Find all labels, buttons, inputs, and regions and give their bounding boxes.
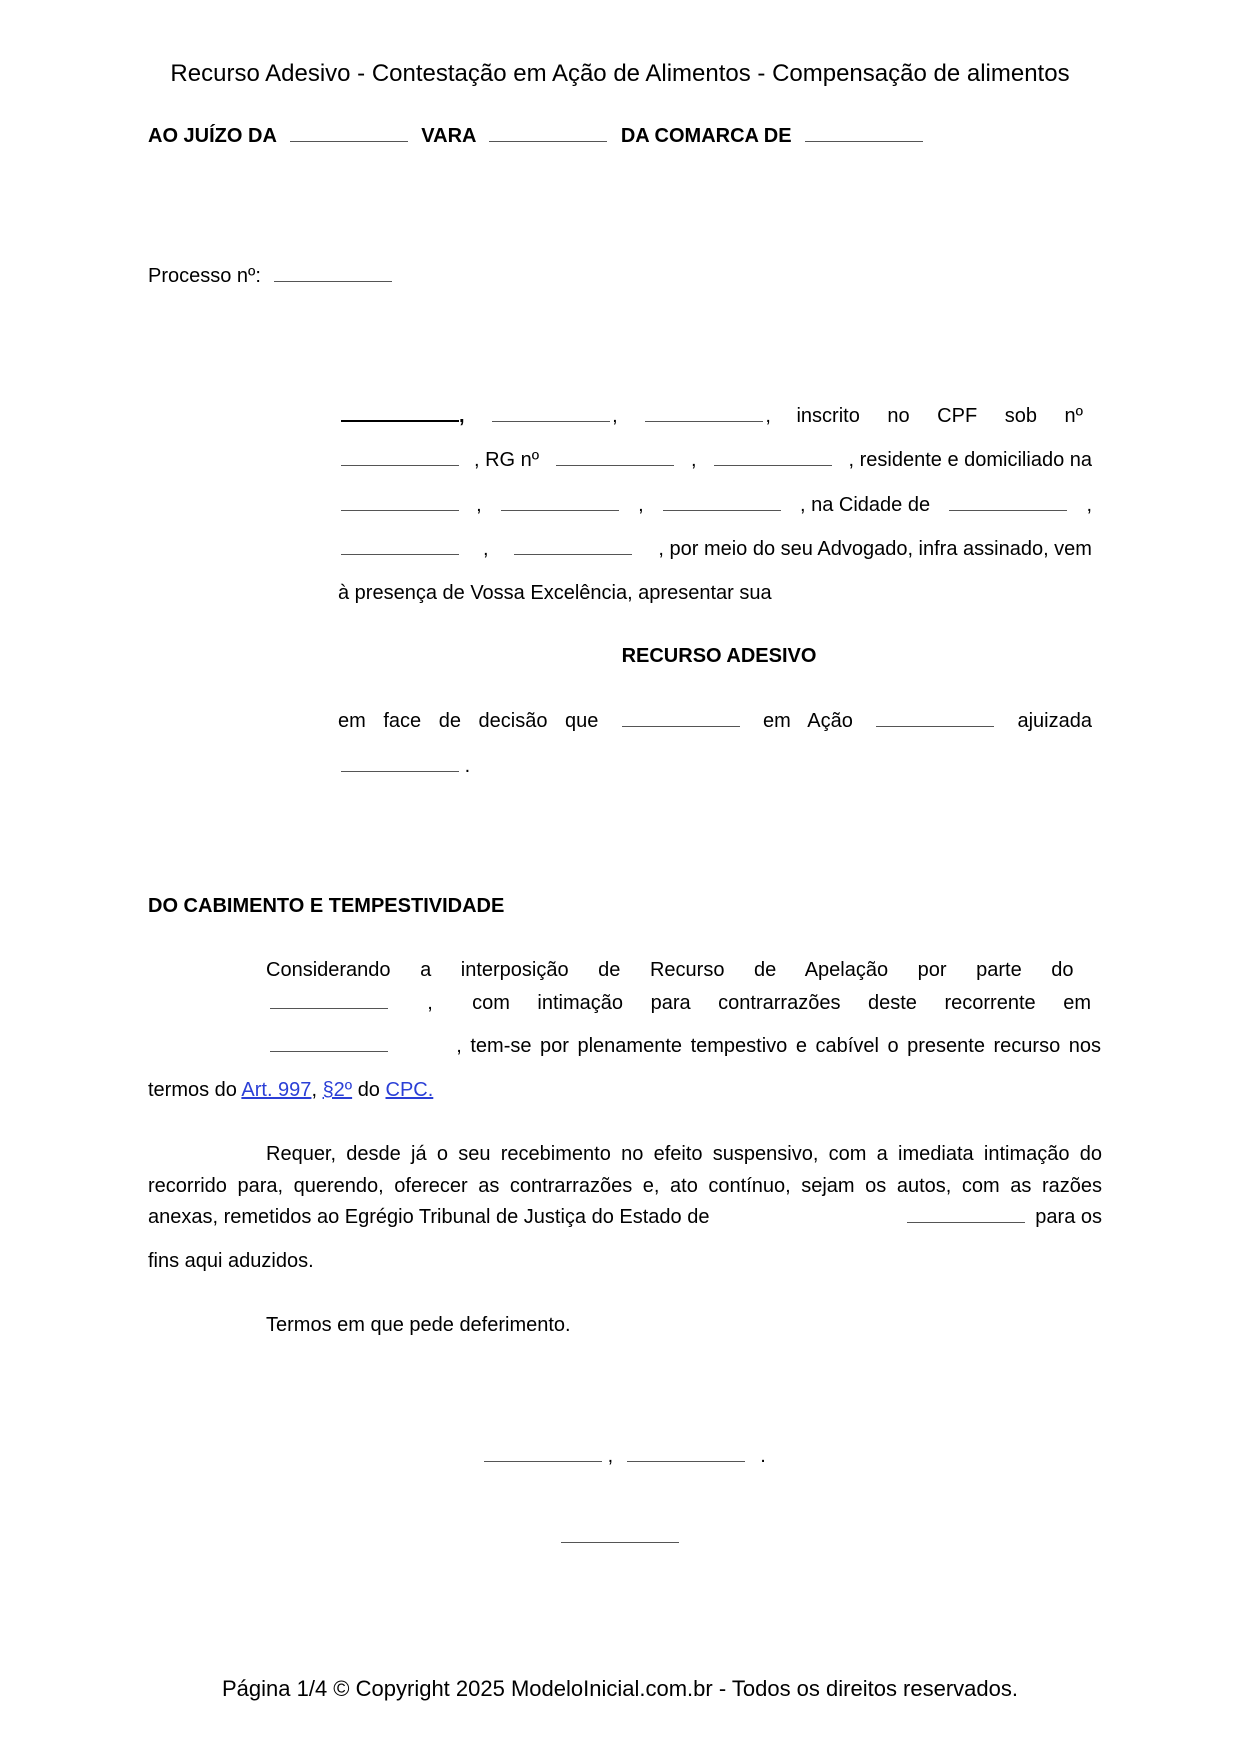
blank-field-signature[interactable] <box>561 1541 679 1543</box>
period: . <box>760 1445 766 1467</box>
blank-field-state[interactable] <box>341 553 459 555</box>
cabimento-line-1 <box>266 960 1091 980</box>
date-place-line <box>484 1446 766 1466</box>
rg-label: , RG nº <box>473 449 540 471</box>
requer-line-1: Requer, desde já o seu recebimento no efeito suspensivo, com a imediata intimação do <box>266 1143 1102 1165</box>
process-label: Processo nº: <box>148 265 261 287</box>
cabimento-text-1: Considerando a interposição de Recurso de Apelação por parte do <box>266 959 1074 981</box>
comma: , <box>691 449 697 471</box>
link-art-997[interactable]: Art. 997 <box>241 1079 312 1101</box>
process-number-line <box>148 266 394 286</box>
requer-text-3: anexas, remetidos ao Egrégio Tribunal de Justiça do Estado de <box>148 1206 710 1228</box>
court-address-line <box>148 126 931 146</box>
face-line-2 <box>341 756 470 776</box>
blank-field-filed-by[interactable] <box>341 770 459 772</box>
blank-field-number[interactable] <box>501 509 619 511</box>
city-label: , na Cidade de <box>799 494 931 516</box>
cabimento-line-3 <box>270 1036 1101 1056</box>
comma: , <box>607 1445 614 1467</box>
comma: , <box>765 405 771 427</box>
closing-text: Termos em que pede deferimento. <box>266 1314 571 1336</box>
blank-field-vara[interactable] <box>489 140 607 142</box>
cabimento-line-4 <box>148 1080 433 1100</box>
qualification-line-4 <box>341 539 1092 559</box>
blank-field-court[interactable] <box>290 140 408 142</box>
blank-field-nationality[interactable] <box>492 420 610 422</box>
attorney-text: , por meio do seu Advogado, infra assinado, vem <box>658 538 1092 560</box>
face-text-3: ajuizada <box>1017 710 1092 732</box>
comma: , <box>476 494 482 516</box>
blank-field-neighborhood[interactable] <box>663 509 781 511</box>
blank-field-process-number[interactable] <box>274 280 392 282</box>
face-line <box>338 711 1092 731</box>
blank-field-rg-issuer[interactable] <box>714 464 832 466</box>
blank-field-date[interactable] <box>627 1460 745 1462</box>
requer-line-3 <box>148 1207 1102 1227</box>
court-comarca: DA COMARCA DE <box>620 125 792 147</box>
qualification-text-cpf: inscrito no CPF sob nº <box>796 405 1083 427</box>
blank-field-street[interactable] <box>341 509 459 511</box>
qualification-line-5: à presença de Vossa Excelência, apresentar sua <box>338 582 772 604</box>
recurso-title: RECURSO ADESIVO <box>621 645 817 667</box>
face-text-1: em face de decisão que <box>338 710 599 732</box>
legal-basis-text: termos do <box>148 1079 237 1101</box>
blank-field-intimation-date[interactable] <box>270 1050 388 1052</box>
comma: , <box>311 1079 317 1101</box>
comma: , <box>1086 494 1092 516</box>
signature-line <box>561 1527 679 1547</box>
comma: , <box>427 992 433 1014</box>
blank-field-rg[interactable] <box>556 464 674 466</box>
blank-field-comarca[interactable] <box>805 140 923 142</box>
blank-field-place[interactable] <box>484 1460 602 1462</box>
link-cpc[interactable]: CPC. <box>385 1079 434 1101</box>
blank-field-name[interactable] <box>341 419 459 422</box>
requer-text-3-end: para os <box>1035 1206 1102 1228</box>
comma: , <box>482 538 489 560</box>
section-title: DO CABIMENTO E TEMPESTIVIDADE <box>148 895 505 917</box>
qualification-line-3 <box>341 495 1092 515</box>
comma: , <box>612 405 618 427</box>
do-text: do <box>357 1079 380 1101</box>
requer-line-2: recorrido para, querendo, oferecer as contrarrazões e, ato contínuo, sejam os autos, com as razões <box>148 1175 1102 1197</box>
face-text-2: em Ação <box>763 710 853 732</box>
comma: , <box>459 405 465 427</box>
residence-text: , residente e domiciliado na <box>848 449 1092 471</box>
blank-field-zip[interactable] <box>514 553 632 555</box>
cabimento-line-2 <box>270 993 1091 1013</box>
link-paragraph-2[interactable]: §2º <box>322 1079 353 1101</box>
page-footer: Página 1/4 © Copyright 2025 ModeloInicial.com.br - Todos os direitos reservados. <box>222 1676 1018 1701</box>
blank-field-state-court[interactable] <box>907 1221 1025 1223</box>
blank-field-cpf[interactable] <box>341 464 459 466</box>
court-prefix: AO JUÍZO DA <box>148 125 277 147</box>
cabimento-text-3: , tem-se por plenamente tempestivo e cabível o presente recurso nos <box>456 1035 1101 1057</box>
cabimento-text-2: com intimação para contrarrazões deste recorrente em <box>472 992 1091 1014</box>
blank-field-action[interactable] <box>876 725 994 727</box>
court-vara: VARA <box>421 125 476 147</box>
qualification-line-2 <box>341 450 1092 470</box>
blank-field-city[interactable] <box>949 509 1067 511</box>
qualification-line-1 <box>341 406 1083 426</box>
blank-field-decision[interactable] <box>622 725 740 727</box>
blank-field-appellant[interactable] <box>270 1007 388 1009</box>
document-title: Recurso Adesivo - Contestação em Ação de Alimentos - Compensação de alimentos <box>170 60 1070 87</box>
period: . <box>464 755 471 777</box>
comma: , <box>638 494 644 516</box>
blank-field-marital-status[interactable] <box>645 420 763 422</box>
requer-line-4: fins aqui aduzidos. <box>148 1250 314 1272</box>
